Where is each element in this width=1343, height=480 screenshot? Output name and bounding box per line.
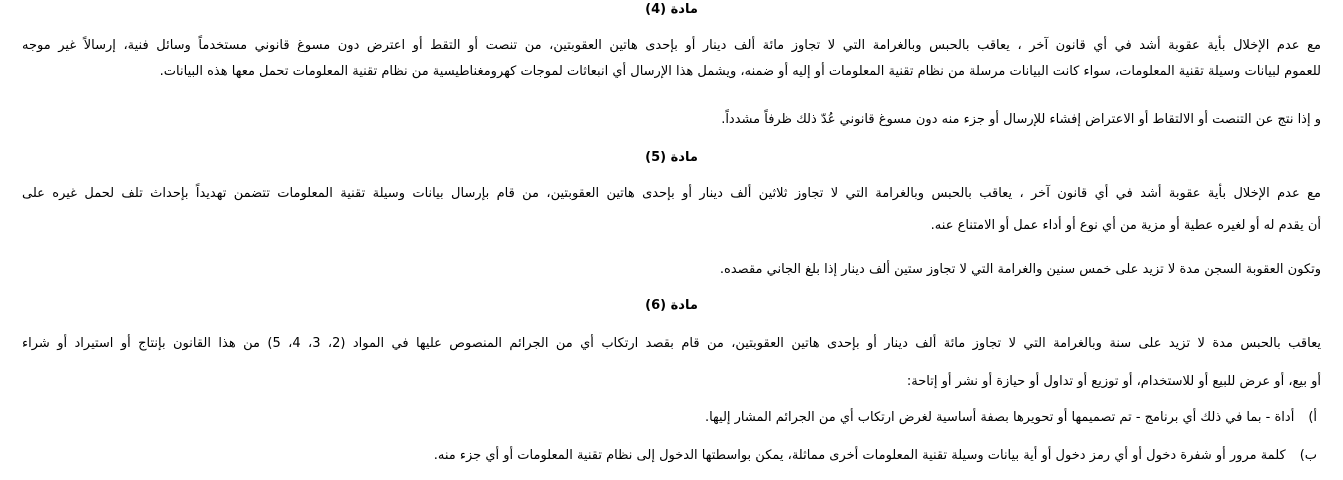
item-marker: أ) bbox=[1308, 410, 1317, 425]
article-4-heading: مادة (4) bbox=[645, 2, 698, 17]
article-6-item-a bbox=[22, 408, 1317, 428]
article-6-paragraph-1-line-1: يعاقب بالحبس مدة لا تزيد على سنة وبالغرامة التي لا تجاوز مائة ألف دينار أو بإحدى هاتين العقوبتين، من قام بقصد ارتكاب أي من الجرائم المنصوص عليها في المواد (2، 3، 4، 5) من هذا القانون بإنتاج أو استيراد أو شراء bbox=[22, 336, 1321, 351]
item-text: أداة - بما في ذلك أي برنامج - تم تصميمها أو تحويرها بصفة أساسية لغرض ارتكاب أي من الجرائم المشار إليها. bbox=[704, 410, 1295, 425]
article-6-paragraph-1-line-2: أو بيع، أو عرض للبيع أو للاستخدام، أو توزيع أو تداول أو حيازة أو نشر أو إتاحة: bbox=[906, 374, 1321, 389]
article-6-item-b bbox=[22, 446, 1317, 466]
article-5-paragraph-1-line-2: أن يقدم له أو لغيره عطية أو مزية من أي نوع أو أداء عمل أو الامتناع عنه. bbox=[930, 218, 1321, 233]
article-5-heading: مادة (5) bbox=[645, 150, 698, 165]
article-4-paragraph-2: و إذا نتج عن التنصت أو الالتقاط أو الاعتراض إفشاء للإرسال أو جزء منه دون مسوغ قانوني عُدّ ذلك ظرفاً مشدداً. bbox=[721, 112, 1321, 127]
article-4-paragraph-1-line-2: للعموم لبيانات وسيلة تقنية المعلومات، سواء كانت البيانات مرسلة من نظام تقنية المعلومات أو إليه أو ضمنه، ويشمل هذا الإرسال أي انبعاثات لموجات كهرومغناطيسية من نظام تقنية المعلومات تحمل معها هذه البيانات. bbox=[159, 64, 1321, 79]
item-text: كلمة مرور أو شفرة دخول أو أي رمز دخول أو أية بيانات وسيلة تقنية المعلومات أخرى مماثلة، يمكن بواسطتها الدخول إلى نظام تقنية المعلومات أو أي جزء منه. bbox=[433, 448, 1286, 463]
article-5-paragraph-2: وتكون العقوبة السجن مدة لا تزيد على خمس سنين والغرامة التي لا تجاوز ستين ألف دينار إذا بلغ الجاني مقصده. bbox=[719, 262, 1321, 277]
item-marker: ب) bbox=[1299, 448, 1317, 463]
article-5-paragraph-1-line-1: مع عدم الإخلال بأية عقوبة أشد في أي قانون آخر ، يعاقب بالحبس وبالغرامة التي لا تجاوز ثلاثين ألف دينار أو بإحدى هاتين العقوبتين، من قام بإرسال بيانات وسيلة تقنية المعلومات تتضمن تهديداً بإحداث تلف لحمل غيره على bbox=[22, 186, 1321, 201]
article-4-paragraph-1-line-1: مع عدم الإخلال بأية عقوبة أشد في أي قانون آخر ، يعاقب بالحبس وبالغرامة التي لا تجاوز مائة ألف دينار أو بإحدى هاتين العقوبتين، من تنصت أو التقط أو اعترض دون مسوغ قانوني مستخدماً وسائل فنية، إرسالاً غير موجه bbox=[22, 38, 1321, 53]
article-6-heading: مادة (6) bbox=[645, 298, 698, 313]
